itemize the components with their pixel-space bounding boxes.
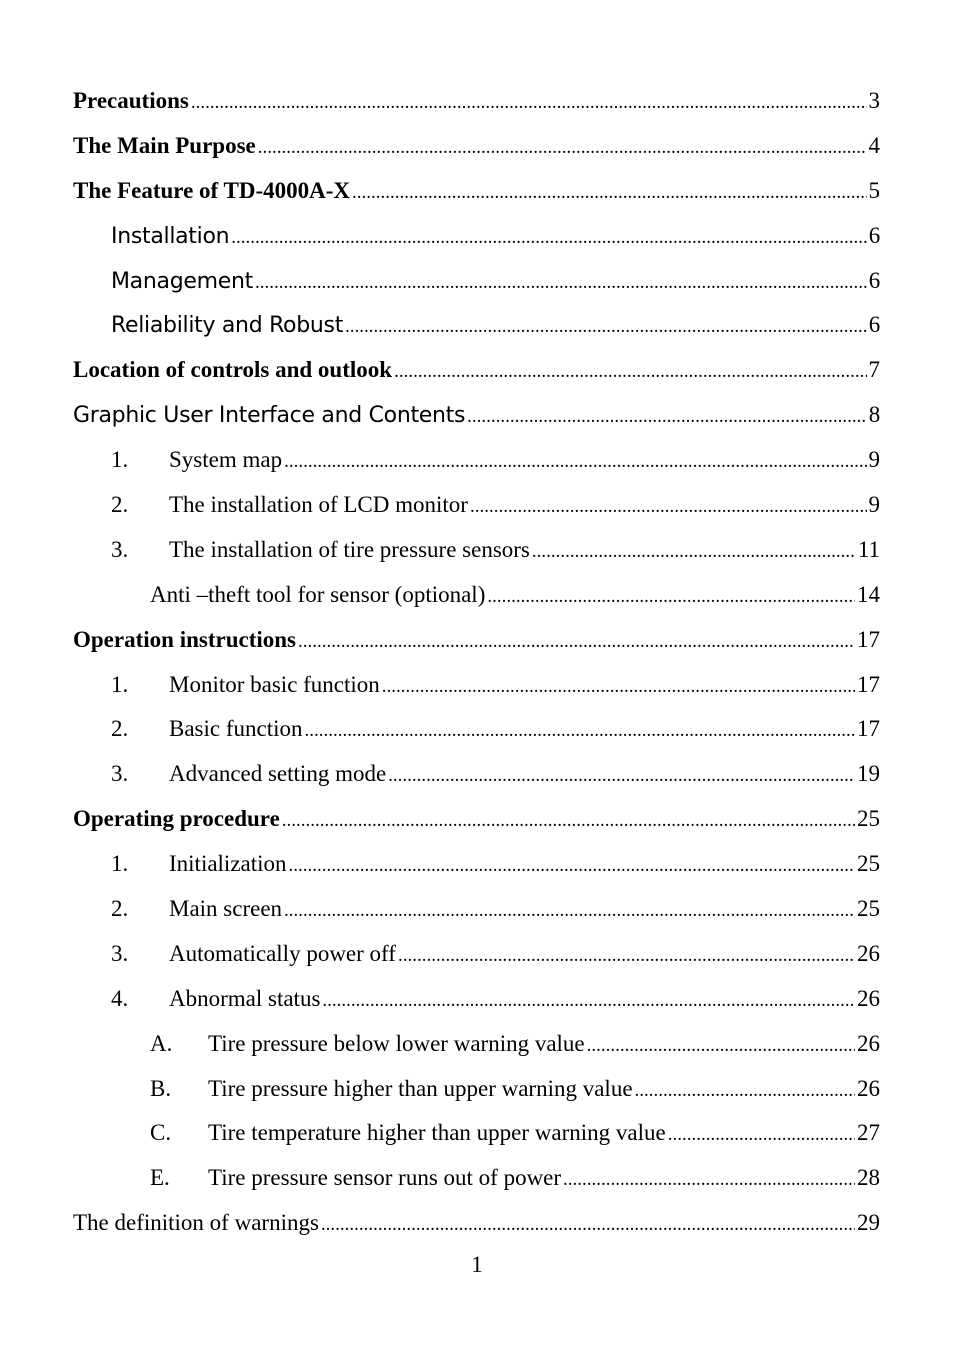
toc-entry-title: Advanced setting mode bbox=[169, 761, 387, 787]
toc-entry[interactable] bbox=[73, 214, 880, 259]
dot-leader bbox=[282, 799, 855, 844]
toc-entry-title: Abnormal status bbox=[169, 985, 321, 1011]
table-of-contents bbox=[73, 79, 880, 1246]
toc-entry-title: Operating procedure bbox=[73, 806, 280, 832]
toc-entry-title: Graphic User Interface and Contents bbox=[73, 403, 466, 429]
toc-entry[interactable] bbox=[73, 1156, 880, 1201]
dot-leader bbox=[289, 844, 855, 889]
toc-entry[interactable] bbox=[73, 797, 880, 842]
toc-entry-number: 1. bbox=[111, 671, 129, 697]
toc-entry-page: 9 bbox=[868, 447, 880, 473]
toc-entry-page: 26 bbox=[857, 1030, 880, 1056]
toc-entry-page: 6 bbox=[868, 222, 880, 248]
toc-entry-title: Main screen bbox=[169, 896, 283, 922]
dot-leader bbox=[345, 305, 867, 350]
toc-entry-page: 9 bbox=[868, 492, 880, 518]
toc-entry-number: 2. bbox=[111, 716, 129, 742]
dot-leader bbox=[255, 261, 867, 306]
toc-entry-page: 6 bbox=[868, 312, 880, 338]
toc-entry[interactable] bbox=[73, 752, 880, 797]
toc-entry-number: A. bbox=[150, 1030, 173, 1056]
toc-entry-title: Anti –theft tool for sensor (optional) bbox=[150, 581, 486, 607]
dot-leader bbox=[258, 126, 867, 171]
dot-leader bbox=[382, 665, 855, 710]
page-number: 1 bbox=[471, 1252, 483, 1277]
toc-entry[interactable] bbox=[73, 977, 880, 1022]
toc-entry-page: 17 bbox=[857, 716, 880, 742]
toc-entry-title: The installation of tire pressure sensors bbox=[169, 536, 530, 562]
toc-entry-title: Operation instructions bbox=[73, 626, 296, 652]
toc-entry-page: 27 bbox=[857, 1120, 880, 1146]
toc-entry-number: 3. bbox=[111, 940, 129, 966]
toc-entry-page: 17 bbox=[857, 626, 880, 652]
toc-entry-page: 19 bbox=[857, 761, 880, 787]
toc-entry-title: The definition of warnings bbox=[73, 1210, 319, 1236]
toc-entry[interactable] bbox=[73, 259, 880, 304]
dot-leader bbox=[284, 440, 866, 485]
toc-entry-number: E. bbox=[150, 1165, 170, 1191]
toc-entry-number: 1. bbox=[111, 851, 129, 877]
toc-entry-page: 5 bbox=[868, 177, 880, 203]
toc-entry-title: Initialization bbox=[169, 851, 287, 877]
toc-entry-title: Automatically power off bbox=[169, 940, 396, 966]
dot-leader bbox=[322, 979, 855, 1024]
dot-leader bbox=[231, 216, 867, 261]
toc-entry-title: Installation bbox=[111, 223, 230, 249]
dot-leader bbox=[394, 350, 866, 395]
toc-entry[interactable] bbox=[73, 124, 880, 169]
toc-entry[interactable] bbox=[73, 528, 880, 573]
toc-entry[interactable] bbox=[73, 1022, 880, 1067]
toc-entry-title: Tire temperature higher than upper warning value bbox=[208, 1120, 666, 1146]
toc-entry[interactable] bbox=[73, 303, 880, 348]
toc-entry[interactable] bbox=[73, 79, 880, 124]
toc-entry-page: 25 bbox=[857, 851, 880, 877]
toc-entry-page: 7 bbox=[868, 357, 880, 383]
toc-entry-title: Reliability and Robust bbox=[111, 313, 344, 339]
toc-entry-number: C. bbox=[150, 1120, 172, 1146]
toc-entry-page: 26 bbox=[857, 1075, 880, 1101]
toc-entry-number: 2. bbox=[111, 896, 129, 922]
toc-entry[interactable] bbox=[73, 438, 880, 483]
toc-entry-page: 4 bbox=[868, 132, 880, 158]
toc-entry[interactable] bbox=[73, 1111, 880, 1156]
toc-entry[interactable] bbox=[73, 663, 880, 708]
dot-leader bbox=[352, 171, 866, 216]
toc-entry-number: 3. bbox=[111, 536, 129, 562]
toc-entry-number: 2. bbox=[111, 492, 129, 518]
dot-leader bbox=[532, 530, 856, 575]
toc-entry-title: Precautions bbox=[73, 88, 189, 113]
toc-entry-title: Tire pressure below lower warning value bbox=[208, 1030, 585, 1056]
toc-entry[interactable] bbox=[73, 707, 880, 752]
toc-entry-page: 8 bbox=[868, 402, 880, 428]
toc-entry-number: B. bbox=[150, 1075, 172, 1101]
toc-entry-number: 3. bbox=[111, 761, 129, 787]
toc-entry-title: Location of controls and outlook bbox=[73, 357, 393, 383]
dot-leader bbox=[321, 1203, 855, 1248]
toc-entry-page: 25 bbox=[857, 806, 880, 832]
toc-entry-title: Monitor basic function bbox=[169, 671, 380, 697]
toc-entry[interactable] bbox=[73, 932, 880, 977]
toc-entry[interactable] bbox=[73, 618, 880, 663]
dot-leader bbox=[487, 575, 855, 620]
toc-entry-page: 26 bbox=[857, 985, 880, 1011]
toc-entry-page: 17 bbox=[857, 671, 880, 697]
toc-entry[interactable] bbox=[73, 887, 880, 932]
toc-entry-page: 29 bbox=[857, 1210, 880, 1236]
toc-entry-title: Management bbox=[111, 268, 253, 294]
dot-leader bbox=[191, 81, 867, 126]
toc-entry-page: 28 bbox=[857, 1165, 880, 1191]
toc-entry-title: Basic function bbox=[169, 716, 303, 742]
toc-entry-title: The Feature of TD-4000A-X bbox=[73, 177, 351, 203]
toc-entry[interactable] bbox=[73, 169, 880, 214]
dot-leader bbox=[305, 709, 856, 754]
toc-entry-page: 6 bbox=[868, 267, 880, 293]
dot-leader bbox=[635, 1069, 855, 1114]
toc-entry[interactable] bbox=[73, 573, 880, 618]
dot-leader bbox=[284, 889, 855, 934]
toc-entry-number: 4. bbox=[111, 985, 129, 1011]
dot-leader bbox=[388, 754, 855, 799]
toc-entry-page: 3 bbox=[868, 88, 880, 113]
toc-entry-title: System map bbox=[169, 447, 283, 473]
toc-entry-page: 25 bbox=[857, 896, 880, 922]
toc-entry[interactable] bbox=[73, 393, 880, 438]
dot-leader bbox=[587, 1024, 855, 1069]
toc-entry-title: The Main Purpose bbox=[73, 132, 256, 158]
toc-entry[interactable] bbox=[73, 842, 880, 887]
toc-entry-title: Tire pressure higher than upper warning value bbox=[208, 1075, 633, 1101]
toc-entry-page: 11 bbox=[857, 536, 880, 562]
toc-entry[interactable] bbox=[73, 1067, 880, 1112]
dot-leader bbox=[470, 485, 867, 530]
toc-entry-title: Tire pressure sensor runs out of power bbox=[208, 1165, 562, 1191]
dot-leader bbox=[467, 395, 867, 440]
dot-leader bbox=[563, 1158, 855, 1203]
dot-leader bbox=[298, 620, 855, 665]
toc-entry[interactable] bbox=[73, 1201, 880, 1246]
toc-entry-number: 1. bbox=[111, 447, 129, 473]
toc-entry-page: 26 bbox=[857, 940, 880, 966]
toc-entry[interactable] bbox=[73, 483, 880, 528]
toc-entry-page: 14 bbox=[857, 581, 880, 607]
toc-entry[interactable] bbox=[73, 348, 880, 393]
dot-leader bbox=[668, 1113, 855, 1158]
toc-entry-title: The installation of LCD monitor bbox=[169, 492, 468, 518]
dot-leader bbox=[398, 934, 855, 979]
